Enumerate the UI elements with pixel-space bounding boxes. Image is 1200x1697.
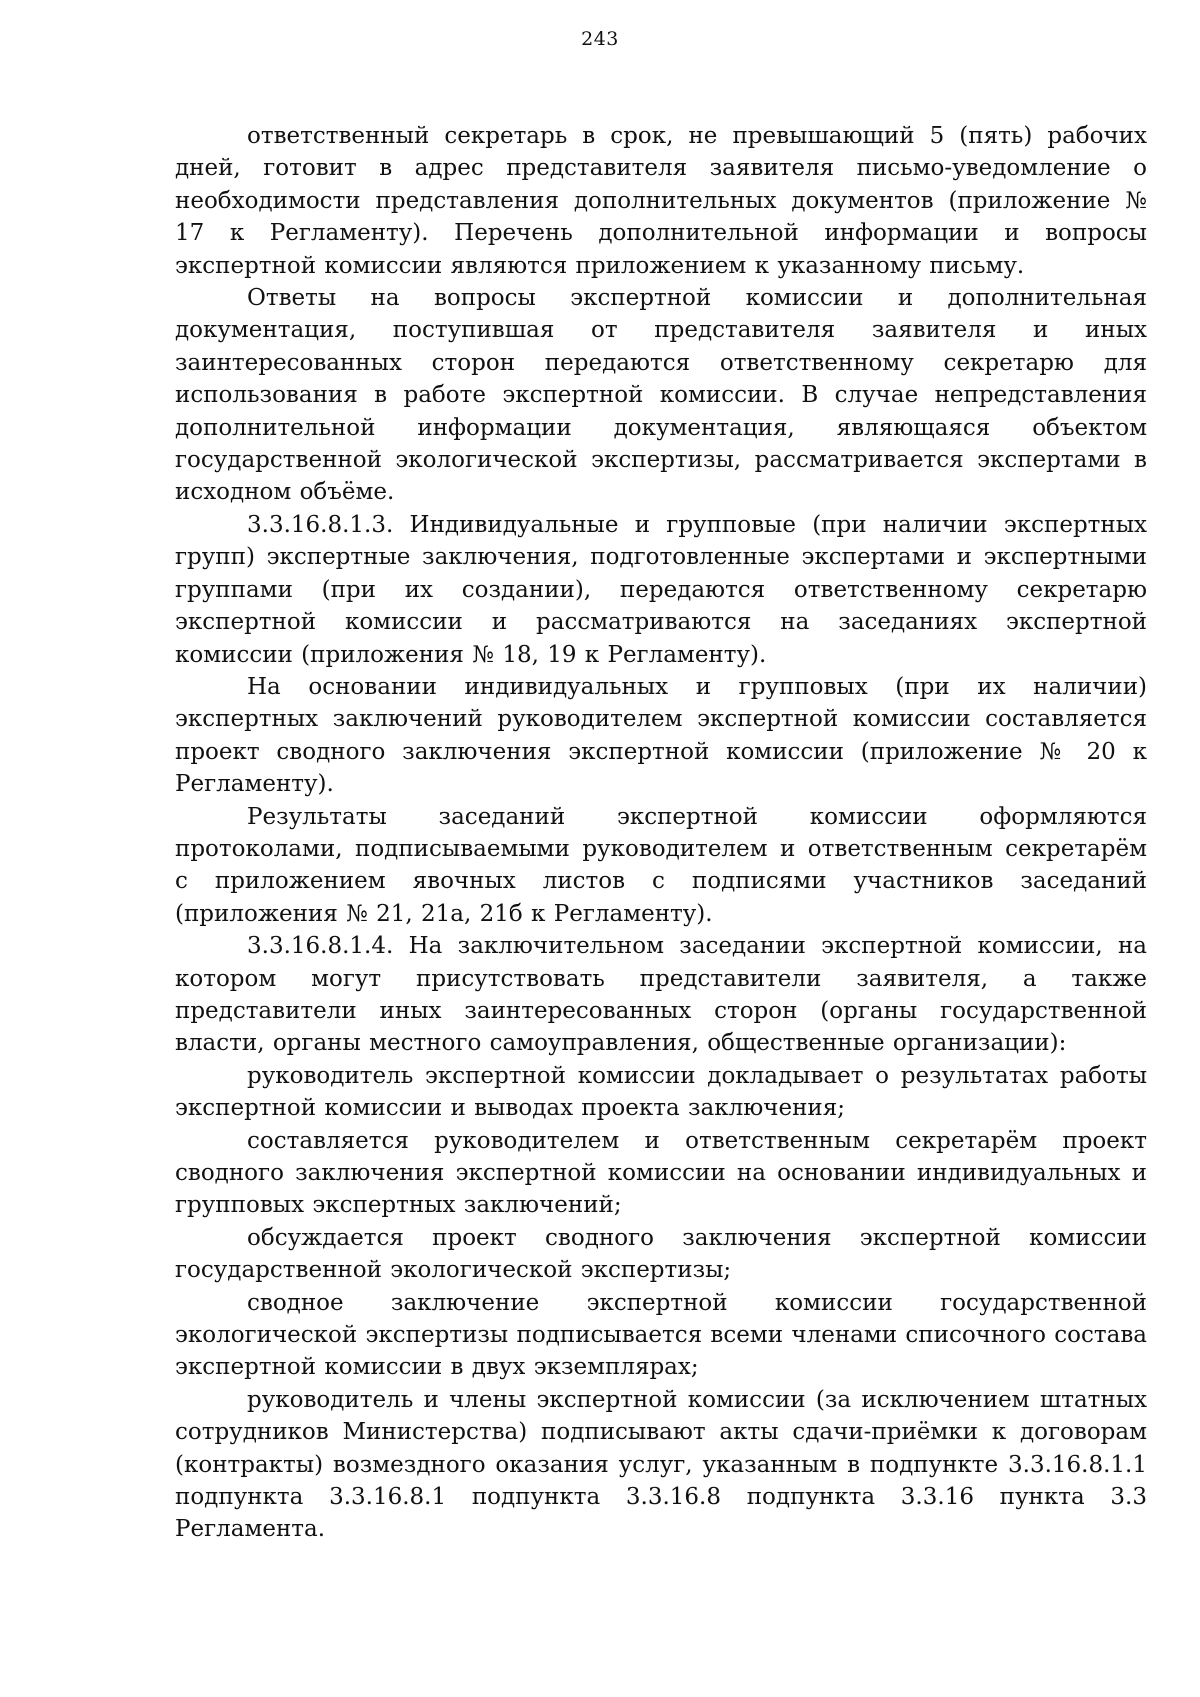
paragraph-3-3-16-8-1-3: 3.3.16.8.1.3. Индивидуальные и групповые (при наличии экспертных групп) экспертные заключения, подготовленные экспертами и экспертными группами (при их создании), передаются ответственному секретарю экспертной комиссии и рассматриваются на заседаниях экспертной комиссии (приложения № 18, 19 к Регламенту). <box>175 511 1147 668</box>
paragraph-meeting-results: Результаты заседаний экспертной комиссии оформляются протоколами, подписываемыми руководителем и ответственным секретарём с приложением явочных листов с подписями участников заседаний (приложения № 21, 21а, 21б к Регламенту). <box>175 803 1147 927</box>
paragraph-summary-draft: На основании индивидуальных и групповых (при их наличии) экспертных заключений руководителем экспертной комиссии составляется проект сводного заключения экспертной комиссии (приложение № 20 к Регламенту). <box>175 673 1147 798</box>
paragraph-answers: Ответы на вопросы экспертной комиссии и дополнительная документация, поступившая от представителя заявителя и иных заинтересованных сторон передаются ответственному секретарю для использования в работе экспертной комиссии. В случае непредставления дополнительной информации документация, являющаяся объектом государственной экологической экспертизы, рассматривается экспертами в исходном объёме. <box>175 285 1147 506</box>
paragraph-3-3-16-8-1-4: 3.3.16.8.1.4. На заключительном заседании экспертной комиссии, на котором могут присутствовать представители заявителя, а также представители иных заинтересованных сторон (органы государственной власти, органы местного самоуправления, общественные организации): <box>175 933 1147 1057</box>
list-item-acts: руководитель и члены экспертной комиссии (за исключением штатных сотрудников Министерства) подписывают акты сдачи-приёмки к договорам (контракты) возмездного оказания услуг, указанным в подпункте 3.3.16.8.1.1 подпункта 3.3.16.8.1 подпункта 3.3.16.8 подпункта 3.3.16 пункта 3.3 Регламента. <box>175 1386 1147 1543</box>
page-number: 243 <box>581 28 619 50</box>
list-item-compose: составляется руководителем и ответственным секретарём проект сводного заключения экспертной комиссии на основании индивидуальных и групповых экспертных заключений; <box>175 1127 1147 1219</box>
list-item-report: руководитель экспертной комиссии докладывает о результатах работы экспертной комиссии и выводах проекта заключения; <box>175 1062 1147 1122</box>
list-item-sign: сводное заключение экспертной комиссии государственной экологической экспертизы подписывается всеми членами списочного состава экспертной комиссии в двух экземплярах; <box>175 1289 1147 1381</box>
paragraph-continuation: ответственный секретарь в срок, не превышающий 5 (пять) рабочих дней, готовит в адрес представителя заявителя письмо-уведомление о необходимости представления дополнительных документов (приложение № 17 к Регламенту). Перечень дополнительной информации и вопросы экспертной комиссии являются приложением к указанному письму. <box>175 123 1147 279</box>
list-item-discuss: обсуждается проект сводного заключения экспертной комиссии государственной экологической экспертизы; <box>175 1224 1147 1284</box>
document-body <box>175 120 1147 1546</box>
